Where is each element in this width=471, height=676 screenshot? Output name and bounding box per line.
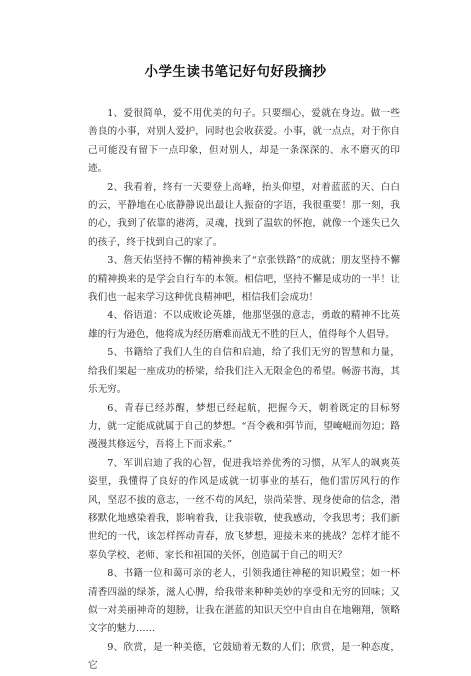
document-title: 小学生读书笔记好句好段摘抄 xyxy=(144,64,327,80)
paragraph: 1、爱很简单，爱不用优美的句子。只要细心，爱就在身边。做一些善良的小事，对别人爱护，同时也会收获爱。小事，就一点点，对于你自己可能没有留下一点印象，但对别人，却是一条深深的、永不磨灭的印迹。 xyxy=(88,108,400,175)
paragraph: 9、欣赏，是一种美德，它鼓励着无数的人们；欣赏，是一种态度，它 xyxy=(88,641,400,672)
paragraph: 2、我看着，终有一天要登上高峰，抬头仰望，对着蓝蓝的天、白白的云，平静地在心底静静说出最让人振奋的字语，我很重要！那一刻，我的心，我到了依靠的港湾，灵魂，找到了温软的怀抱，就像一个迷失已久的孩子，终于找到自己的家了。 xyxy=(88,181,400,248)
paragraph: 8、书籍一位和蔼可亲的老人，引领我通往神秘的知识殿堂；如一杯清香四溢的绿茶，滋人心脾，给我带来种种美妙的享受和无穷的回味；又似一对美丽神奇的翅膀，让我在湛蓝的知识天空中自由自在地翱翔，领略文字的魅力…… xyxy=(88,568,400,635)
paragraph: 5、书籍给了我们人生的自信和启迪，给了我们无穷的智慧和力量，给我们架起一座成功的桥梁，给我们注入无限金色的希望。畅游书海，其乐无穷。 xyxy=(88,347,400,396)
paragraph: 6、青春已经苏醒，梦想已经起航，把握今天，朝着既定的目标努力，就一定能成就属于自己的梦想。“吾令羲和弭节而，望崦嵫而勿迫；路漫漫其修远兮，吾将上下而求索。” xyxy=(88,402,400,451)
document-body xyxy=(88,105,400,676)
paragraph: 3、詹天佑坚持不懈的精神换来了“京张铁路”的成就；朋友坚持不懈的精神换来的是学会自行车的本领。相信吧，坚持不懈是成功的一半！让我们也一起来学习这种优良精神吧，相信我们会成功！ xyxy=(88,255,400,304)
paragraph: 4、俗语道：不以成败论英雄，他那坚强的意志，勇敢的精神不比英雄的行为逊色，他将成为经历磨难而战无不胜的巨人，值得每个人倡导。 xyxy=(88,310,400,340)
paragraph: 7、军训启迪了我的心智，促进我培养优秀的习惯，从军人的飒爽英姿里，我懂得了良好的作风是成就一切事业的基石，他们雷厉风行的作风，坚忍不拔的意志，一丝不苟的风纪，崇尚荣誉、现身使命的信念，潜移默化地感染着我，影响着我，让我崇敬，使我感动，令我思考；我们新世纪的一代，该怎样挥动青春，放飞梦想，迎接未来的挑战？怎样才能不辜负学校、老师、家长和祖国的关怀，创造属于自己的明天？ xyxy=(88,457,400,561)
